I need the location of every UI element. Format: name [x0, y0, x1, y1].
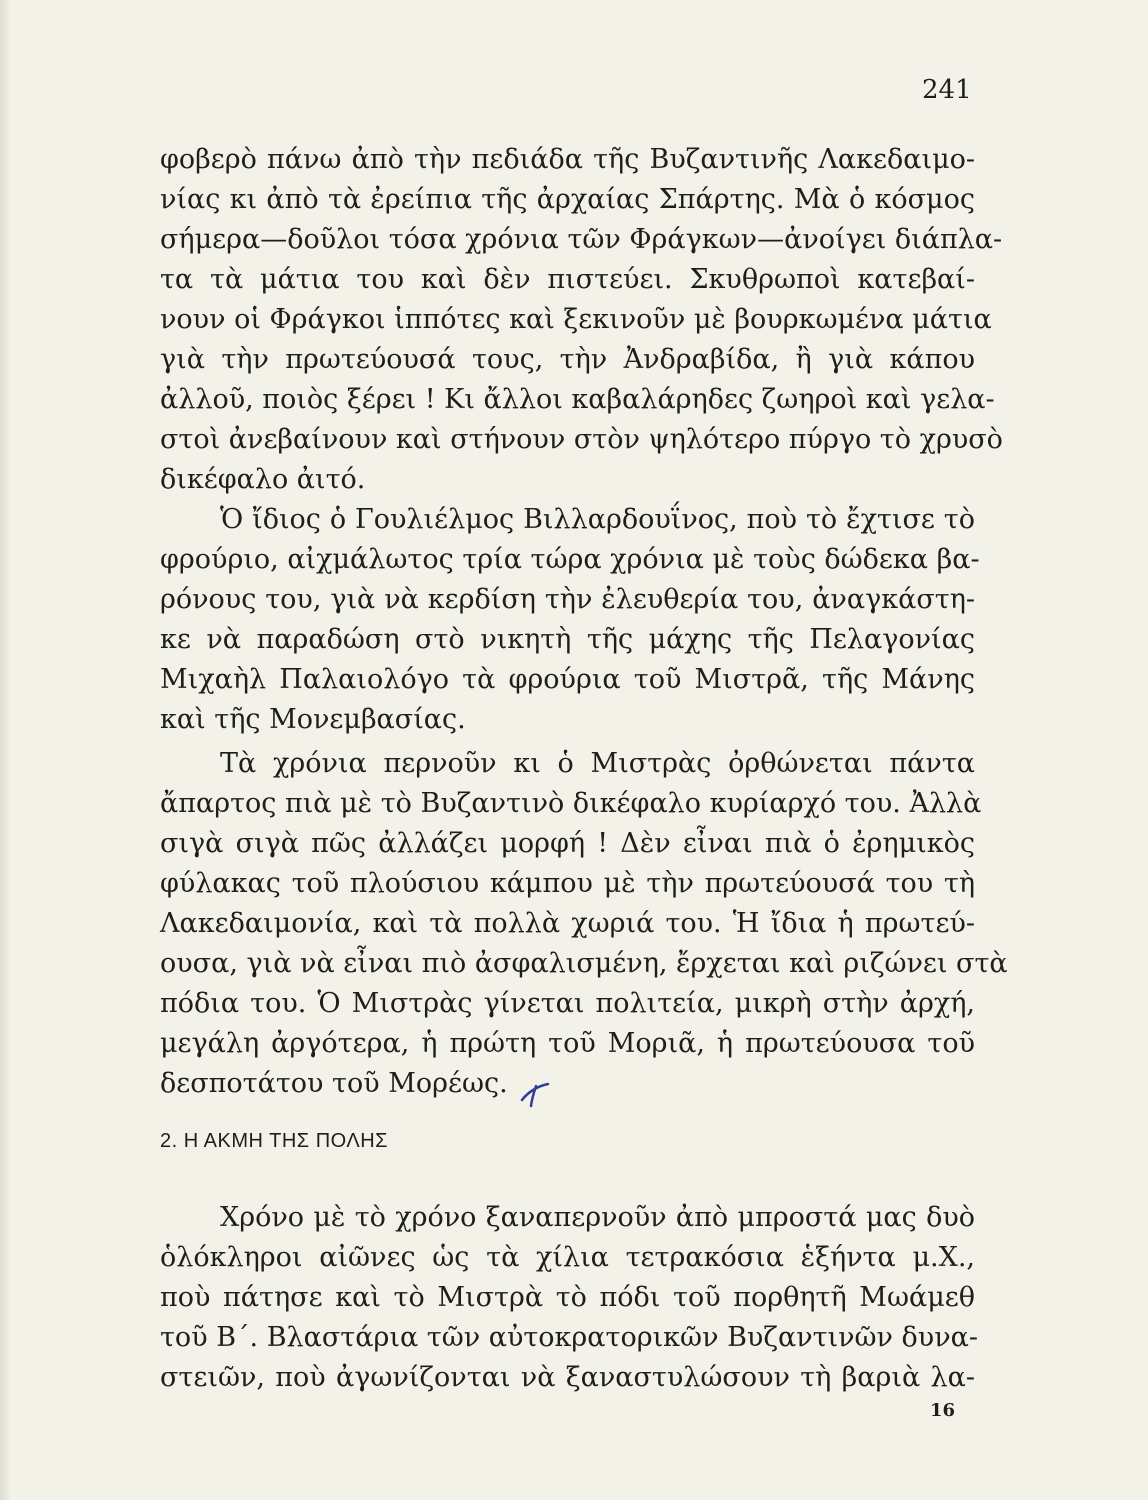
handwritten-pen-mark — [518, 1078, 554, 1110]
text-line: κε νὰ παραδώση στὸ νικητὴ τῆς μάχης τῆς Πελαγονίας — [160, 624, 975, 655]
text-line: ὁλόκληροι αἰῶνες ὡς τὰ χίλια τετρακόσια ἑξήντα μ.Χ., — [160, 1242, 975, 1273]
text-line: Ὁ ἴδιος ὁ Γουλιέλμος Βιλλαρδουΐνος, ποὺ τὸ ἔχτισε τὸ — [220, 504, 975, 535]
text-line: ἀλλοῦ, ποιὸς ξέρει ! Κι ἄλλοι καβαλάρηδες ζωηροὶ καὶ γελα- — [160, 384, 995, 415]
text-line: ρόνους του, γιὰ νὰ κερδίση τὴν ἐλευθερία του, ἀναγκάστη- — [160, 584, 975, 615]
text-line: δεσποτάτου τοῦ Μορέως. — [160, 1068, 508, 1099]
text-line: νίας κι ἀπὸ τὰ ἐρείπια τῆς ἀρχαίας Σπάρτης. Μὰ ὁ κόσμος — [160, 184, 975, 215]
text-line: Τὰ χρόνια περνοῦν κι ὁ Μιστρὰς ὀρθώνεται πάντα — [220, 748, 975, 779]
text-line: δικέφαλο ἀιτό. — [160, 464, 366, 495]
text-line: φοβερὸ πάνω ἀπὸ τὴν πεδιάδα τῆς Βυζαντινῆς Λακεδαιμο- — [160, 144, 975, 175]
page-binding-edge — [0, 0, 10, 1500]
text-line: σιγὰ σιγὰ πῶς ἀλλάζει μορφή ! Δὲν εἶναι πιὰ ὁ ἐρημικὸς — [160, 828, 975, 859]
section-heading: 2. Η ΑΚΜΗ ΤΗΣ ΠΟΛΗΣ — [160, 1130, 388, 1152]
text-line: πόδια του. Ὁ Μιστρὰς γίνεται πολιτεία, μικρὴ στὴν ἀρχή, — [160, 988, 975, 1019]
text-line: Μιχαὴλ Παλαιολόγο τὰ φρούρια τοῦ Μιστρᾶ, τῆς Μάνης — [160, 664, 975, 695]
text-line: στοὶ ἀνεβαίνουν καὶ στήνουν στὸν ψηλότερο πύργο τὸ χρυσὸ — [160, 424, 1003, 455]
text-line: Λακεδαιμονία, καὶ τὰ πολλὰ χωριά του. Ἡ ἴδια ἡ πρωτεύ- — [160, 908, 975, 939]
text-line: στειῶν, ποὺ ἀγωνίζονται νὰ ξαναστυλώσουν τὴ βαριὰ λα- — [160, 1362, 975, 1393]
signature-number: 16 — [930, 1400, 956, 1421]
text-line: Χρόνο μὲ τὸ χρόνο ξαναπερνοῦν ἀπὸ μπροστά μας δυὸ — [220, 1202, 975, 1233]
text-line: ποὺ πάτησε καὶ τὸ Μιστρὰ τὸ πόδι τοῦ πορθητῆ Μωάμεθ — [160, 1282, 975, 1313]
text-line: τοῦ Β΄. Βλαστάρια τῶν αὐτοκρατορικῶν Βυζαντινῶν δυνα- — [160, 1322, 978, 1353]
text-line: σήμερα—δοῦλοι τόσα χρόνια τῶν Φράγκων—ἀνοίγει διάπλα- — [160, 224, 1003, 255]
text-line: νουν οἱ Φράγκοι ἱππότες καὶ ξεκινοῦν μὲ βουρκωμένα μάτια — [160, 304, 992, 335]
text-line: καὶ τῆς Μονεμβασίας. — [160, 704, 466, 735]
text-line: φύλακας τοῦ πλούσιου κάμπου μὲ τὴν πρωτεύουσά του τὴ — [160, 868, 975, 899]
page-number: 241 — [922, 75, 972, 105]
text-line: φρούριο, αἰχμάλωτος τρία τώρα χρόνια μὲ τοὺς δώδεκα βα- — [160, 544, 980, 575]
text-line: ουσα, γιὰ νὰ εἶναι πιὸ ἀσφαλισμένη, ἔρχεται καὶ ριζώνει στὰ — [160, 948, 1008, 979]
text-line: μεγάλη ἀργότερα, ἡ πρώτη τοῦ Μοριᾶ, ἡ πρωτεύουσα τοῦ — [160, 1028, 975, 1059]
text-line: γιὰ τὴν πρωτεύουσά τους, τὴν Ἀνδραβίδα, ἢ γιὰ κάπου — [160, 344, 975, 375]
text-line: τα τὰ μάτια του καὶ δὲν πιστεύει. Σκυθρωποὶ κατεβαί- — [160, 264, 975, 295]
text-line: ἄπαρτος πιὰ μὲ τὸ Βυζαντινὸ δικέφαλο κυρίαρχό του. Ἀλλὰ — [160, 788, 982, 819]
